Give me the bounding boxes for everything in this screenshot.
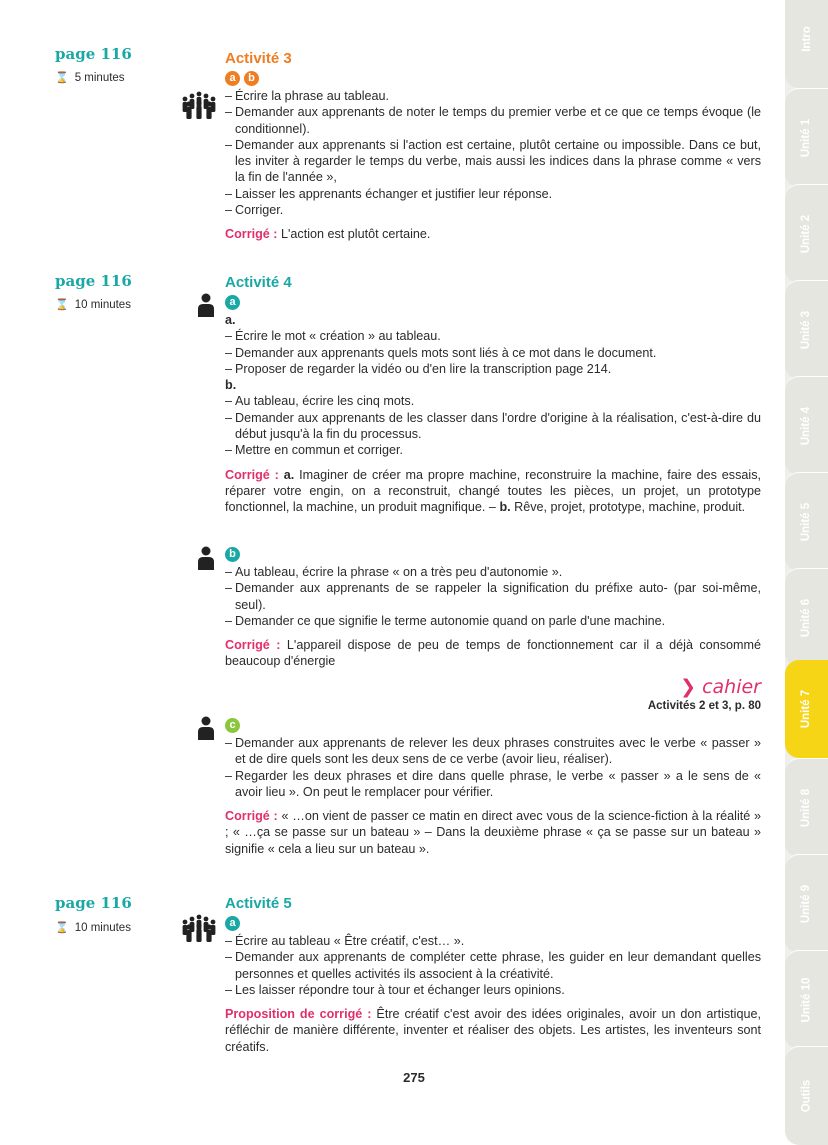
- instruction-line: – Écrire la phrase au tableau.: [225, 89, 390, 103]
- instruction-line: – Au tableau, écrire les cinq mots.: [225, 394, 415, 409]
- corrige: Proposition de corrigé : Être créatif c'est avoir des idées originales, avoir un don artistique, réfléchir de manière différente, inventer et réaliser des objets. Les artistes, les inventeurs sont créatifs.: [225, 1007, 761, 1054]
- group-icon: [180, 91, 218, 119]
- corrige: Corrigé : L'appareil dispose de peu de temps de fonctionnement car il a déjà consommé beaucoup d'énergie: [225, 638, 761, 669]
- activity-3: [225, 50, 761, 243]
- badge-c: c: [225, 718, 240, 733]
- cahier-title: ❯ cahier: [680, 676, 761, 698]
- badge-a: a: [225, 71, 240, 86]
- tab-unite-2[interactable]: [785, 184, 828, 283]
- sub-label: a.: [225, 313, 236, 327]
- instruction-line: – Demander aux apprenants de relever les deux phrases construites avec le verbe « passer » et de dire quels sont les deux sens de ce verbe (avoir lieu, réaliser).: [225, 736, 761, 767]
- tab-label: Unité 2: [800, 214, 813, 254]
- hourglass-icon: ⌛: [55, 921, 69, 934]
- instruction-line: – Laisser les apprenants échanger et justifier leur réponse.: [225, 186, 553, 201]
- corrige: Corrigé : L'action est plutôt certaine.: [225, 227, 431, 242]
- tab-unite-8[interactable]: [785, 758, 828, 857]
- corrige: Corrigé : « …on vient de passer ce matin en direct avec vous de la science-fiction à la réalité » ; « …ça se passe sur un bateau » – Dans la deuxième phrase « ça se passe sur un bateau » signifie « cela a lieu sur un bateau ».: [225, 809, 761, 856]
- tab-label: Unité 5: [800, 502, 813, 542]
- instruction-line: – Demander aux apprenants de compléter cette phrase, les guider en leur demandant quelles personnes et quelles activités ils associent à la créativité.: [225, 950, 761, 981]
- duration: [55, 299, 131, 311]
- badge-a: a: [225, 916, 240, 931]
- tab-label: Unité 7: [800, 689, 813, 729]
- hourglass-icon: ⌛: [55, 298, 69, 311]
- tab-unite-1[interactable]: [785, 88, 828, 187]
- tab-label: Unité 8: [800, 788, 813, 828]
- tab-unite-5[interactable]: [785, 472, 828, 571]
- hourglass-icon: ⌛: [55, 71, 69, 84]
- badge-group: [225, 546, 761, 563]
- duration: [55, 922, 131, 934]
- instruction-line: – Écrire le mot « création » au tableau.: [225, 329, 441, 344]
- instruction-line: – Demander aux apprenants de noter le temps du premier verbe et ce que ce temps évoque (le conditionnel).: [225, 105, 761, 136]
- tab-unite-7[interactable]: [785, 660, 828, 758]
- page-reference: page 116: [55, 894, 132, 912]
- tab-unite-4[interactable]: [785, 376, 828, 475]
- tab-unite-6[interactable]: [785, 568, 828, 667]
- cahier-subtitle: Activités 2 et 3, p. 80: [647, 700, 761, 712]
- instruction-line: – Demander aux apprenants quels mots sont liés à ce mot dans le document.: [225, 345, 657, 360]
- tab-label: Unité 1: [800, 118, 813, 158]
- page-number: 275: [403, 1070, 425, 1085]
- tab-label: Unité 9: [800, 884, 813, 924]
- badge-b: b: [244, 71, 259, 86]
- cahier-reference: [648, 676, 761, 712]
- badge-a: a: [225, 295, 240, 310]
- tab-label: Outils: [800, 1079, 813, 1113]
- tab-intro[interactable]: [785, 0, 828, 88]
- group-icon: [180, 914, 218, 942]
- tab-label: Unité 10: [800, 977, 813, 1023]
- instruction-line: – Au tableau, écrire la phrase « on a très peu d'autonomie ».: [225, 565, 563, 579]
- badge-b: b: [225, 547, 240, 562]
- chevron-right-icon: ❯: [680, 676, 697, 698]
- badge-group: [225, 717, 761, 734]
- activity-4-part-a: [225, 274, 761, 516]
- tab-outils[interactable]: [785, 1046, 828, 1145]
- badge-group: [225, 70, 761, 87]
- instruction-line: – Corriger.: [225, 203, 284, 218]
- instruction-line: – Écrire au tableau « Être créatif, c'est… ».: [225, 934, 465, 948]
- activity-4-part-c: [225, 717, 761, 857]
- activity-title: Activité 5: [225, 895, 292, 912]
- sub-label: b.: [225, 378, 237, 393]
- activity-4-part-b: [225, 546, 761, 670]
- badge-group: [225, 915, 761, 932]
- instruction-line: – Demander aux apprenants de se rappeler la signification du préfixe auto- (par soi-même, seul).: [225, 581, 761, 612]
- instruction-line: – Demander aux apprenants si l'action est certaine, plutôt certaine ou impossible. Dans ce but, les inviter à regarder le temps du verbe, mais aussi les indices dans la phrase comme « vers la fin de l'année »,: [225, 137, 761, 185]
- tab-label: Unité 6: [800, 598, 813, 638]
- duration-text: 10 minutes: [74, 299, 131, 311]
- page-reference: page 116: [55, 45, 132, 63]
- instruction-line: – Mettre en commun et corriger.: [225, 443, 403, 458]
- instruction-line: – Demander ce que signifie le terme autonomie quand on parle d'une machine.: [225, 613, 666, 628]
- instruction-line: – Demander aux apprenants de les classer dans l'ordre d'origine à la réalisation, c'est-à-dire du début jusqu'à la fin du processus.: [225, 410, 761, 442]
- tab-label: Intro: [800, 26, 813, 52]
- instruction-line: – Regarder les deux phrases et dire dans quelle phrase, le verbe « passer » a le sens de « avoir lieu ». On peut le remplacer pour vérifier.: [225, 768, 761, 799]
- activity-title: Activité 3: [225, 50, 292, 67]
- instruction-line: – Les laisser répondre tour à tour et échanger leurs opinions.: [225, 982, 565, 997]
- individual-icon: [197, 716, 215, 740]
- duration-text: 10 minutes: [74, 922, 131, 934]
- tab-label: Unité 4: [800, 406, 813, 446]
- individual-icon: [197, 293, 215, 317]
- instruction-line: – Proposer de regarder la vidéo ou d'en lire la transcription page 214.: [225, 361, 612, 376]
- tab-unite-10[interactable]: [785, 950, 828, 1049]
- duration: [55, 72, 125, 84]
- badge-group: [225, 294, 761, 311]
- individual-icon: [197, 546, 215, 570]
- activity-5: [225, 895, 761, 1055]
- activity-title: Activité 4: [225, 274, 292, 291]
- duration-text: 5 minutes: [74, 72, 125, 84]
- tab-label: Unité 3: [800, 310, 813, 350]
- tab-unite-9[interactable]: [785, 854, 828, 953]
- corrige: Corrigé : a. Imaginer de créer ma propre machine, reconstruire la machine, faire des essais, réparer votre engin, on a reconstruit, changé toutes les pièces, un projet, un prototype fonctionnel, la machine, un produit magnifique. – b. Rêve, projet, prototype, machine, produit.: [225, 467, 761, 515]
- page-reference: page 116: [55, 272, 132, 290]
- tab-unite-3[interactable]: [785, 280, 828, 379]
